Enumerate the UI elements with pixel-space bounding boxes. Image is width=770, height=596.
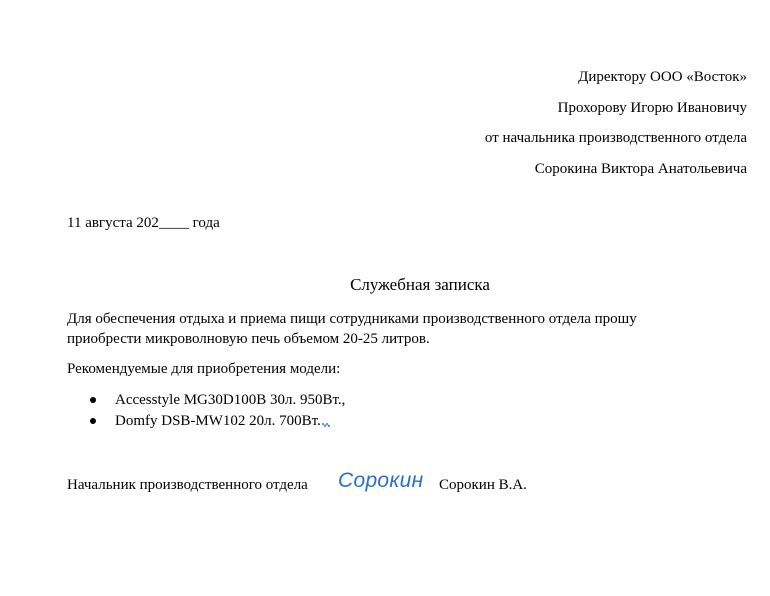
handwritten-signature: Сорокин [338,469,424,492]
memo-body: Для обеспечения отдыха и приема пищи сотрудниками производственного отдела прошу приобрести микроволновую печь объемом 20-25 литров. [67,311,637,347]
sender-position: от начальника производственного отдела [484,130,747,146]
signature-name: Сорокин В.А. [439,477,527,493]
addressee-company: Директору ООО «Восток» [578,69,747,85]
sender-name: Сорокина Виктора Анатольевича [534,160,747,177]
recommended-models-label: Рекомендуемые для приобретения модели: [67,361,341,377]
document-title: Служебная записка [350,275,490,294]
models-list [88,390,345,432]
bullet-dot-icon [90,397,96,403]
bullet-dot-icon [90,418,96,424]
signature-position: Начальник производственного отдела [67,477,308,493]
addressee-director-name: Прохорову Игорю Ивановичу [557,99,747,116]
signature-block [67,469,707,503]
addressee-block [485,62,747,184]
list-item [88,390,345,411]
spellcheck-squiggle-icon [322,413,330,421]
list-item [88,411,345,432]
model-text: Domfy DSB-MW102 20л. 700Вт. [115,413,321,429]
model-text: Accesstyle MG30D100B 30л. 950Вт., [115,392,346,408]
document-date: 11 августа 202____ года [67,215,220,231]
